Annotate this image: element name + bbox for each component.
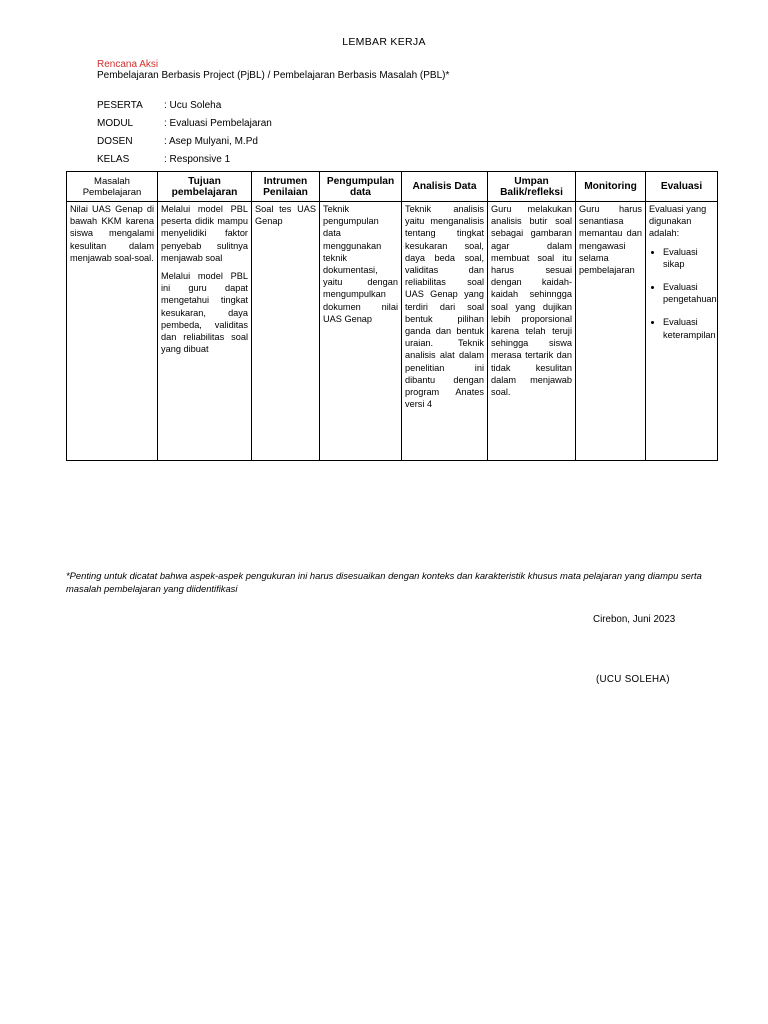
info-key: DOSEN <box>97 136 133 147</box>
footnote: *Penting untuk dicatat bahwa aspek-aspek pengukuran ini harus disesuaikan dengan konteks dan karakteristik khusus mata pelajaran yang diampu serta masalah pembelajaran yang diidentifikasi <box>66 570 702 594</box>
cell-masalah: Nilai UAS Genap di bawah KKM karena siswa mengalami kesulitan dalam menjawab soal-soal. <box>67 202 158 461</box>
tujuan-paragraph-2: Melalui model PBL ini guru dapat mengetahui tingkat kesukaran, daya pembeda, validitas dan reliabilitas soal yang dibuat <box>161 271 248 355</box>
info-row-dosen <box>97 136 258 147</box>
cell-umpan-balik: Guru melakukan analisis butir soal sebagai gambaran agar dalam membuat soal itu harus sesuai dengan kaidah-kaidah sehinngga soal yang dujikan lebih proporsional karena telah teruji sehingga siswa merasa tertarik dan tidak kesulitan dalam menjawab soal. <box>488 202 576 461</box>
cell-analisis: Teknik analisis yaitu menganalisis tentang tingkat kesukaran soal, daya beda soal, validitas dan reliabilitas soal UAS Genap yang terdiri dari soal bentuk pilihan ganda dan bentuk uraian. Teknik analisis alat dalam penelitian ini dibantu dengan program Anates versi 4 <box>402 202 488 461</box>
table-header-row <box>67 172 718 202</box>
plan-label: Rencana Aksi <box>97 59 159 70</box>
header-pengumpulan: Pengumpulan data <box>320 172 402 202</box>
header-masalah: Masalah Pembelajaran <box>67 172 158 202</box>
evaluasi-list <box>649 246 717 341</box>
info-key: MODUL <box>97 118 134 129</box>
info-value: : Ucu Soleha <box>164 100 222 111</box>
header-instrumen: Intrumen Penilaian <box>252 172 320 202</box>
info-row-peserta <box>97 100 221 111</box>
info-value: : Asep Mulyani, M.Pd <box>164 136 258 147</box>
header-analisis: Analisis Data <box>402 172 488 202</box>
document-title: LEMBAR KERJA <box>342 36 426 48</box>
info-row-kelas <box>97 154 230 165</box>
cell-evaluasi <box>646 202 718 461</box>
list-item: • Evaluasi pengetahuan <box>663 281 714 305</box>
header-tujuan: Tujuan pembelajaran <box>158 172 252 202</box>
cell-monitoring: Guru harus senantiasa memantau dan mengawasi selama pembelajaran <box>576 202 646 461</box>
info-key: KELAS <box>97 154 130 165</box>
action-plan-table <box>66 171 718 461</box>
list-item: • Evaluasi sikap <box>663 246 714 270</box>
cell-tujuan <box>158 202 252 461</box>
signer-name: (UCU SOLEHA) <box>596 674 670 685</box>
plan-subtitle: Pembelajaran Berbasis Project (PjBL) / Pembelajaran Berbasis Masalah (PBL)* <box>97 70 450 81</box>
cell-pengumpulan: Teknik pengumpulan data menggunakan teknik dokumentasi, yaitu dengan mengumpulkan dokumen nilai UAS Genap <box>320 202 402 461</box>
cell-instrumen: Soal tes UAS Genap <box>252 202 320 461</box>
header-evaluasi: Evaluasi <box>646 172 718 202</box>
info-value: : Responsive 1 <box>164 154 231 165</box>
evaluasi-intro: Evaluasi yang digunakan adalah: <box>649 204 707 239</box>
header-monitoring: Monitoring <box>576 172 646 202</box>
table-row <box>67 202 718 461</box>
info-row-modul <box>97 118 272 129</box>
info-key: PESERTA <box>97 100 143 111</box>
info-value: : Evaluasi Pembelajaran <box>164 118 272 129</box>
place-date: Cirebon, Juni 2023 <box>593 614 676 625</box>
tujuan-paragraph-1: Melalui model PBL peserta didik mampu menyelidiki faktor penyebab sulitnya menjawab soal <box>161 204 248 263</box>
list-item: • Evaluasi keterampilan <box>663 316 714 340</box>
header-umpan-balik: Umpan Balik/refleksi <box>488 172 576 202</box>
